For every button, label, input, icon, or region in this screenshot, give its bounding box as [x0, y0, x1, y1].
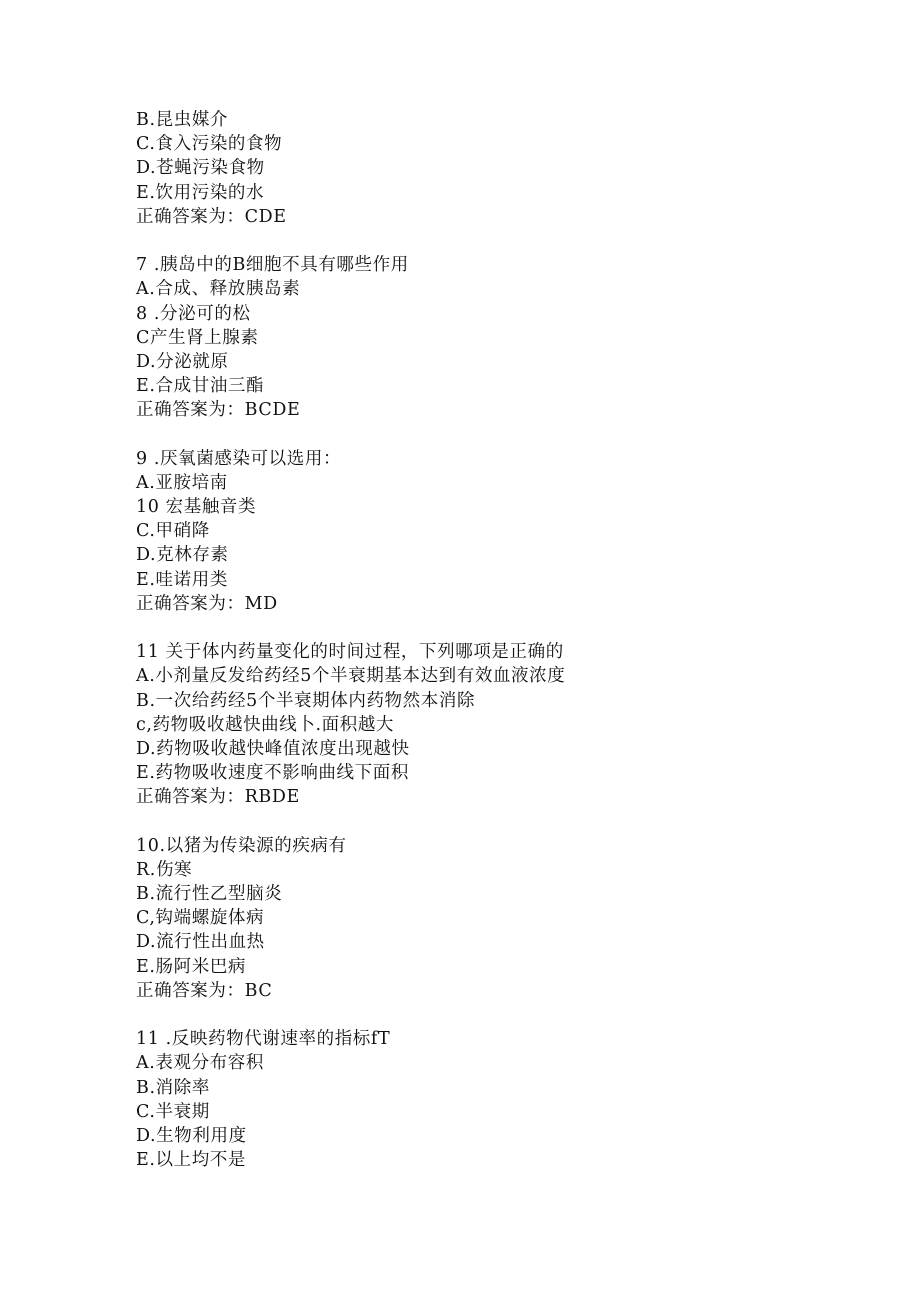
- answer-line: 正确答案为：CDE: [136, 206, 287, 227]
- option-line: E.合成甘油三酯: [136, 376, 265, 397]
- question-block: [136, 640, 856, 809]
- option-line: C产生肾上腺素: [136, 327, 259, 348]
- option-line: A.表观分布容积: [136, 1053, 265, 1074]
- option-line: B.流行性乙型脑炎: [136, 884, 283, 904]
- option-line: B.一次给药经5个半衰期体内药物然本消除: [136, 690, 476, 711]
- question-block: [136, 447, 856, 616]
- option-line: 10 宏基触音类: [136, 497, 257, 517]
- option-line: c,药物吸收越快曲线卜.面积越大: [136, 714, 395, 735]
- question-block: [136, 834, 856, 1003]
- option-line: E.饮用污染的水: [136, 182, 265, 203]
- option-line: E.以上均不是: [136, 1150, 247, 1171]
- answer-line: 正确答案为：MD: [136, 593, 278, 614]
- question-line: 11 关于体内药量变化的时间过程，下列哪项是正确的: [136, 642, 564, 663]
- answer-line: 正确答案为：BCDE: [136, 400, 301, 421]
- option-line: E.药物吸收速度不影响曲线下面积: [136, 763, 409, 784]
- answer-line: 正确答案为：RBDE: [136, 787, 300, 808]
- option-line: D.流行性出血热: [136, 932, 265, 953]
- option-line: R.伤寒: [136, 859, 193, 880]
- option-line: E.哇诺用类: [136, 569, 228, 590]
- option-line: B.消除率: [136, 1077, 210, 1098]
- block-spacer: [136, 809, 856, 833]
- question-line: 7 .胰岛中的B细胞不具有哪些作用: [136, 255, 409, 276]
- document-page: [136, 108, 856, 1172]
- option-line: C.甲硝降: [136, 521, 210, 542]
- block-spacer: [136, 1003, 856, 1027]
- question-block: [136, 108, 856, 229]
- option-line: D.克林存素: [136, 545, 229, 566]
- block-spacer: [136, 422, 856, 446]
- answer-line: 正确答案为：BC: [136, 980, 273, 1001]
- option-line: E.肠阿米巴病: [136, 956, 247, 977]
- option-line: D.药物吸收越快峰值浓度出现越快: [136, 738, 410, 759]
- option-line: A.合成、释放胰岛素: [136, 279, 301, 300]
- option-line: D.生物利用度: [136, 1125, 247, 1146]
- option-line: 8 .分泌可的松: [136, 303, 251, 324]
- option-line: C,钩端螺旋体病: [136, 908, 265, 929]
- question-line: 11 .反映药物代谢速率的指标fT: [136, 1029, 391, 1050]
- option-line: C.半衰期: [136, 1101, 210, 1122]
- question-line: 10.以猪为传染源的疾病有: [136, 835, 347, 856]
- option-line: A.小剂量反发给药经5个半衰期基本达到有效血液浓度: [136, 666, 566, 687]
- option-line: A.亚胺培南: [136, 472, 228, 493]
- question-line: 9 .厌氧菌感染可以选用：: [136, 448, 342, 469]
- block-spacer: [136, 229, 856, 253]
- block-spacer: [136, 616, 856, 640]
- option-line: D.苍蝇污染食物: [136, 158, 265, 179]
- question-block: [136, 1027, 856, 1172]
- question-block: [136, 253, 856, 422]
- option-line: D.分泌就原: [136, 351, 229, 372]
- option-line: B.昆虫媒介: [136, 110, 229, 130]
- option-line: C.食入污染的食物: [136, 134, 283, 155]
